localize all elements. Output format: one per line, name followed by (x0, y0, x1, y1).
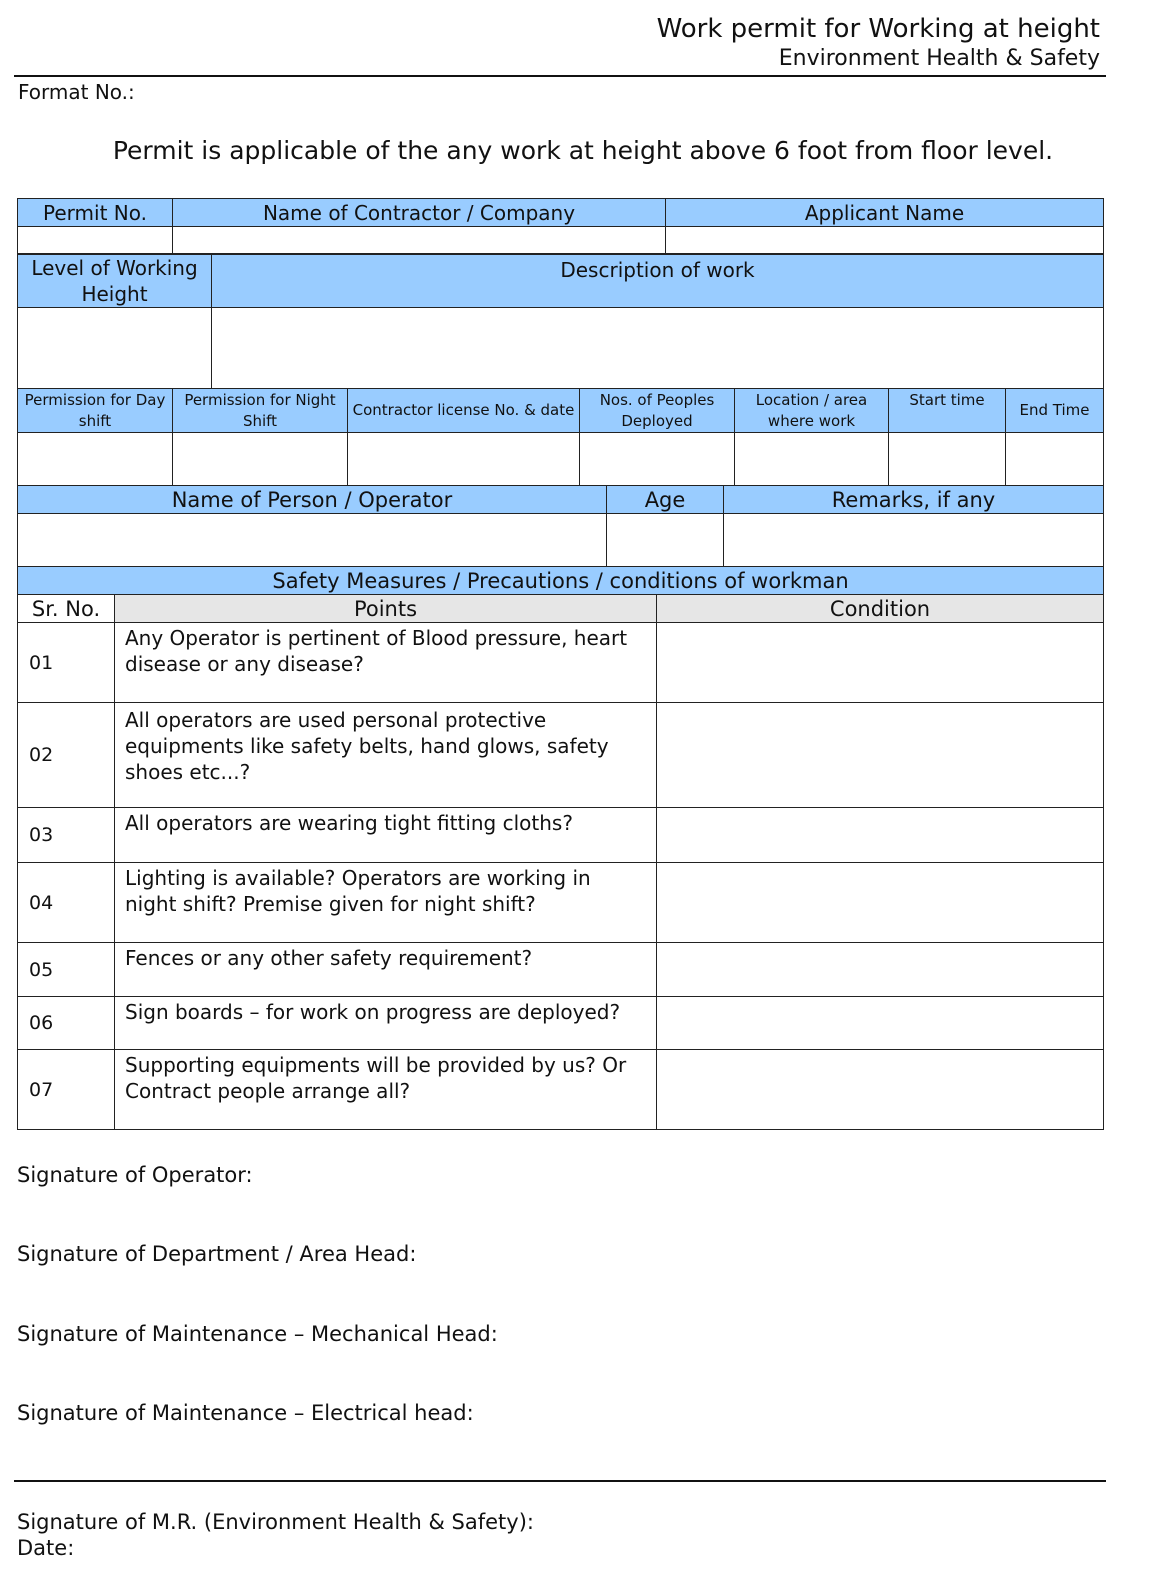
permit-no-field[interactable] (18, 227, 173, 254)
sr-no-header: Sr. No. (18, 595, 115, 623)
footer-divider (14, 1480, 1106, 1482)
date-label: Date: (17, 1536, 75, 1560)
document-subtitle: Environment Health & Safety (778, 46, 1100, 71)
condition-field[interactable] (657, 623, 1104, 703)
start-time-field[interactable] (889, 433, 1006, 486)
work-description-field[interactable] (212, 308, 1104, 389)
working-height-field[interactable] (18, 308, 212, 389)
safety-point-cell: All operators are used personal protective equipments like safety belts, hand glows, safety shoes etc...? (115, 703, 657, 808)
table-row (18, 808, 1104, 863)
safety-section-title: Safety Measures / Precautions / conditions of workman (18, 567, 1104, 595)
remarks-header: Remarks, if any (724, 486, 1104, 514)
electrical-head-signature-label: Signature of Maintenance – Electrical head: (17, 1401, 474, 1425)
working-height-header: Level of Working Height (18, 255, 212, 308)
document-title: Work permit for Working at height (656, 14, 1100, 44)
table-row (18, 863, 1104, 943)
peoples-deployed-header: Nos. of Peoples Deployed (580, 389, 735, 433)
department-head-signature-label: Signature of Department / Area Head: (17, 1242, 417, 1266)
end-time-field[interactable] (1006, 433, 1104, 486)
safety-point-cell: Sign boards – for work on progress are deployed? (115, 997, 657, 1050)
day-shift-field[interactable] (18, 433, 173, 486)
work-table (17, 254, 1104, 389)
mr-signature-label: Signature of M.R. (Environment Health & Safety): (17, 1510, 534, 1534)
contractor-name-header: Name of Contractor / Company (173, 199, 666, 227)
night-shift-header: Permission for Night Shift (173, 389, 348, 433)
safety-point-cell: Any Operator is pertinent of Blood pressure, heart disease or any disease? (115, 623, 657, 703)
condition-field[interactable] (657, 997, 1104, 1050)
work-location-header: Location / area where work (735, 389, 889, 433)
applicability-note: Permit is applicable of the any work at height above 6 foot from floor level. (112, 136, 1054, 165)
mechanical-head-signature-label: Signature of Maintenance – Mechanical Head: (17, 1322, 498, 1346)
operator-name-field[interactable] (18, 514, 607, 567)
sr-no-cell: 04 (18, 863, 115, 943)
condition-field[interactable] (657, 943, 1104, 997)
condition-field[interactable] (657, 703, 1104, 808)
contractor-license-field[interactable] (348, 433, 580, 486)
condition-field[interactable] (657, 863, 1104, 943)
sr-no-cell: 01 (18, 623, 115, 703)
sr-no-cell: 06 (18, 997, 115, 1050)
sr-no-cell: 07 (18, 1050, 115, 1130)
sr-no-cell: 02 (18, 703, 115, 808)
condition-field[interactable] (657, 1050, 1104, 1130)
safety-point-cell: Supporting equipments will be provided by us? Or Contract people arrange all? (115, 1050, 657, 1130)
header-divider (14, 75, 1106, 77)
remarks-field[interactable] (724, 514, 1104, 567)
table-row (18, 943, 1104, 997)
start-time-header: Start time (889, 389, 1006, 433)
contractor-license-header: Contractor license No. & date (348, 389, 580, 433)
operator-table (17, 485, 1104, 567)
safety-point-cell: Fences or any other safety requirement? (115, 943, 657, 997)
table-row (18, 1050, 1104, 1130)
day-shift-header: Permission for Day shift (18, 389, 173, 433)
shift-table (17, 388, 1104, 486)
table-row (18, 997, 1104, 1050)
format-no-label: Format No.: (18, 80, 135, 104)
safety-table (17, 566, 1104, 1130)
applicant-name-field[interactable] (666, 227, 1104, 254)
operator-signature-label: Signature of Operator: (17, 1163, 253, 1187)
safety-point-cell: All operators are wearing tight fitting cloths? (115, 808, 657, 863)
age-field[interactable] (607, 514, 724, 567)
safety-point-cell: Lighting is available? Operators are working in night shift? Premise given for night shift? (115, 863, 657, 943)
applicant-name-header: Applicant Name (666, 199, 1104, 227)
table-row (18, 623, 1104, 703)
age-header: Age (607, 486, 724, 514)
end-time-header: End Time (1006, 389, 1104, 433)
permit-no-header: Permit No. (18, 199, 173, 227)
operator-name-header: Name of Person / Operator (18, 486, 607, 514)
peoples-deployed-field[interactable] (580, 433, 735, 486)
night-shift-field[interactable] (173, 433, 348, 486)
permit-table (17, 198, 1104, 254)
condition-field[interactable] (657, 808, 1104, 863)
contractor-name-field[interactable] (173, 227, 666, 254)
work-location-field[interactable] (735, 433, 889, 486)
sr-no-cell: 03 (18, 808, 115, 863)
work-description-header: Description of work (212, 255, 1104, 308)
points-header: Points (115, 595, 657, 623)
sr-no-cell: 05 (18, 943, 115, 997)
table-row (18, 703, 1104, 808)
condition-header: Condition (657, 595, 1104, 623)
